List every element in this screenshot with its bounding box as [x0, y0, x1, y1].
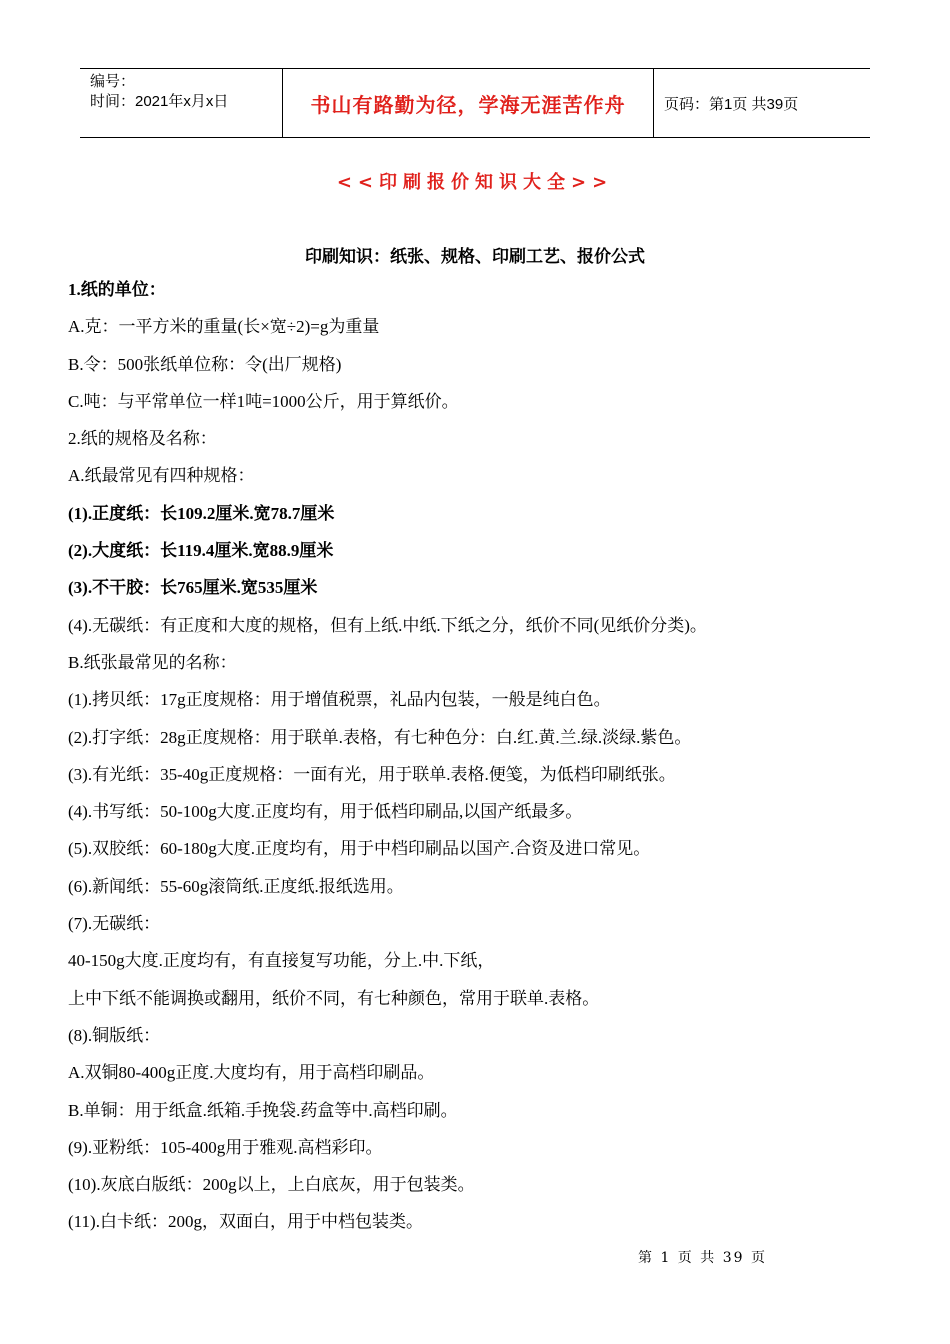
text-line: B.单铜：用于纸盒.纸箱.手挽袋.药盒等中.高档印刷。	[68, 1100, 458, 1120]
header-motto-cell	[282, 69, 654, 137]
text-line: (4).无碳纸：有正度和大度的规格，但有上纸.中纸.下纸之分，纸价不同(见纸价分类)。	[68, 615, 707, 635]
document-title: <<印刷报价知识大全>>	[336, 172, 614, 193]
text-line: (11).白卡纸：200g，双面白，用于中档包装类。	[68, 1212, 423, 1232]
text-line: (2).打字纸：28g正度规格：用于联单.表格，有七种色分：白.红.黄.兰.绿.淡绿.紫色。	[68, 727, 692, 747]
text-line: (7).无碳纸：	[68, 914, 161, 934]
text-line: C.吨：与平常单位一样1吨=1000公斤，用于算纸价。	[68, 391, 459, 411]
page-info: 页码：第1页 共39页	[664, 95, 799, 113]
text-line: 上中下纸不能调换或翻用，纸价不同，有七种颜色，常用于联单.表格。	[68, 988, 600, 1008]
text-line: (9).亚粉纸：105-400g用于雅观.高档彩印。	[68, 1137, 383, 1157]
text-line: A.纸最常见有四种规格：	[68, 466, 255, 486]
text-line: (3).有光纸：35-40g正度规格：一面有光，用于联单.表格.便笺，为低档印刷纸张。	[68, 764, 676, 784]
number-label: 编号：	[90, 73, 136, 90]
document-subtitle: 印刷知识：纸张、规格、印刷工艺、报价公式	[305, 247, 645, 267]
text-line: (6).新闻纸：55-60g滚筒纸.正度纸.报纸选用。	[68, 876, 404, 896]
text-line: B.纸张最常见的名称：	[68, 652, 237, 672]
motto: 书山有路勤为径，学海无涯苦作舟	[310, 92, 626, 117]
text-line: A.克：一平方米的重量(长×宽÷2)=g为重量	[68, 317, 380, 337]
text-line: (5).双胶纸：60-180g大度.正度均有，用于中档印刷品以国产.合资及进口常见。	[68, 839, 651, 859]
document-header	[80, 68, 870, 138]
header-meta-cell	[80, 69, 282, 137]
text-line: (2).大度纸：长119.4厘米.宽88.9厘米	[68, 541, 334, 561]
document-body	[68, 277, 888, 1247]
text-line: B.令：500张纸单位称：令(出厂规格)	[68, 354, 342, 374]
text-line: (4).书写纸：50-100g大度.正度均有，用于低档印刷品,以国产纸最多。	[68, 802, 583, 822]
text-line: (3).不干胶：长765厘米.宽535厘米	[68, 578, 318, 598]
text-line: 2.纸的规格及名称：	[68, 429, 217, 449]
text-line: 40-150g大度.正度均有，有直接复写功能，分上.中.下纸，	[68, 951, 495, 971]
page-footer: 第 1 页 共 39 页	[638, 1250, 767, 1266]
text-line: (8).铜版纸：	[68, 1025, 161, 1045]
text-line: (10).灰底白版纸：200g以上，上白底灰，用于包装类。	[68, 1175, 475, 1195]
text-line: (1).拷贝纸：17g正度规格：用于增值税票，礼品内包装，一般是纯白色。	[68, 690, 611, 710]
text-line: (1).正度纸：长109.2厘米.宽78.7厘米	[68, 503, 335, 523]
text-line: A.双铜80-400g正度.大度均有，用于高档印刷品。	[68, 1063, 435, 1083]
text-line: 1.纸的单位：	[68, 280, 166, 299]
header-page-cell	[654, 69, 870, 137]
date-label: 时间：2021年x月x日	[90, 93, 229, 110]
